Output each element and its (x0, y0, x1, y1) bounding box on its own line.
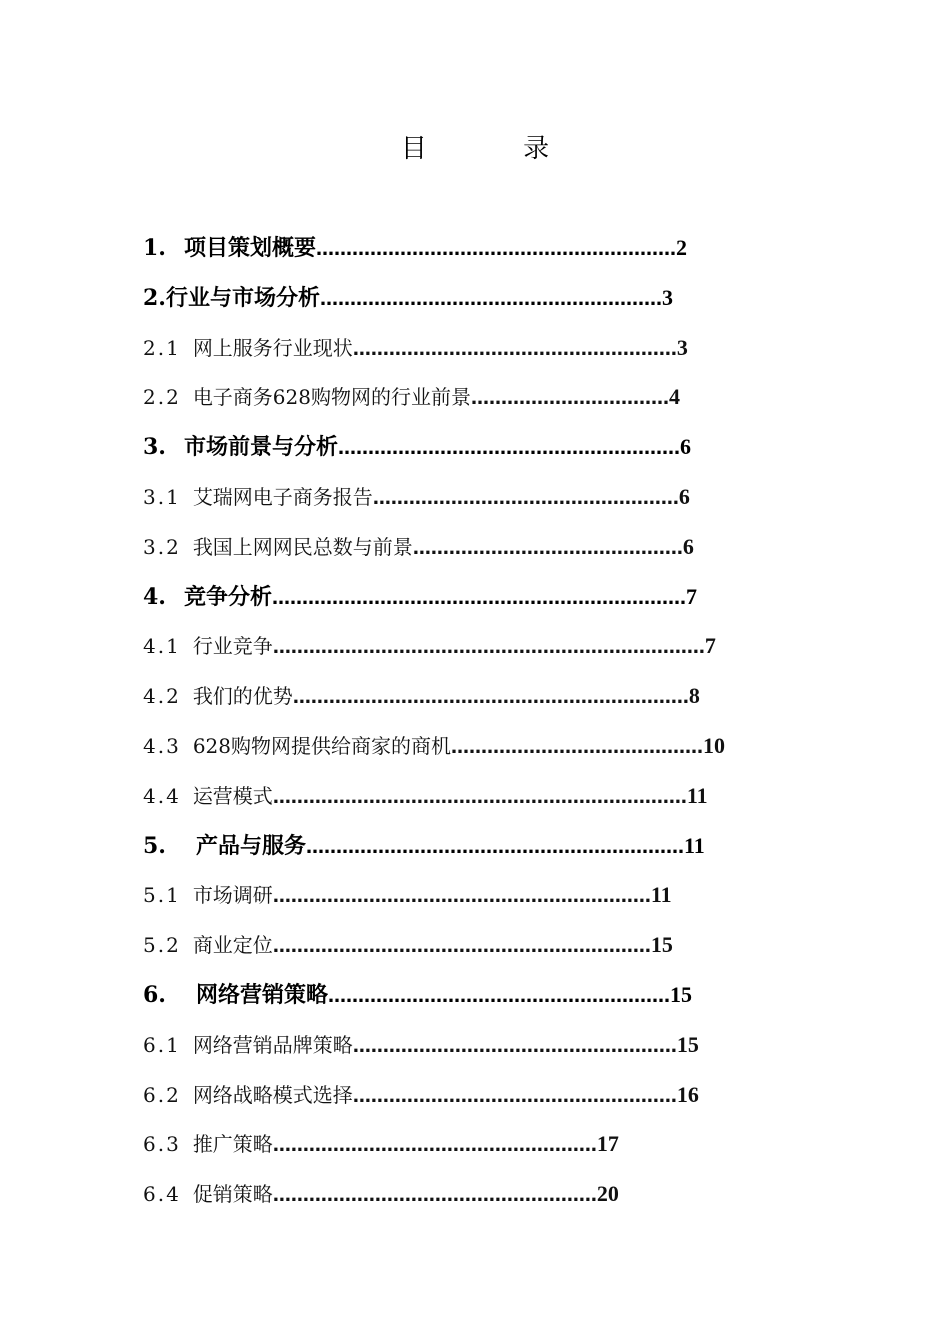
toc-entry-number: 6.1 (143, 1033, 181, 1057)
toc-entry-title: 网上服务行业现状 (192, 336, 353, 360)
toc-entry-title: 推广策略 (192, 1132, 273, 1156)
toc-entry-number: 6.3 (143, 1132, 181, 1156)
toc-leader-dots: ………………………………………………… (327, 986, 670, 1007)
toc-entry-page: 16 (676, 1082, 699, 1107)
toc-entry-number: 4.4 (143, 784, 181, 808)
toc-entry-page: 15 (669, 982, 692, 1007)
toc-entry-number: 5.2 (143, 933, 181, 957)
toc-entry[interactable] (143, 480, 690, 514)
toc-entry-number: 6.4 (143, 1182, 181, 1206)
toc-leader-dots: …………………………… (471, 388, 669, 409)
toc-entry-page: 11 (683, 833, 705, 858)
toc-entry-number: 2. (143, 285, 166, 311)
toc-leader-dots: ……………………………………………………… (272, 936, 651, 957)
toc-entry[interactable] (143, 331, 688, 365)
toc-entry-page: 11 (686, 783, 708, 808)
toc-entry-page: 2 (675, 235, 687, 260)
toc-entry[interactable] (143, 430, 691, 464)
toc-entry-page: 15 (676, 1032, 699, 1057)
toc-entry-number: 6. (143, 982, 166, 1008)
toc-entry[interactable] (143, 1028, 699, 1062)
toc-entry[interactable] (143, 729, 725, 763)
toc-title: 目 录 (400, 134, 594, 164)
toc-entry-page: 10 (703, 733, 725, 758)
toc-entry-page: 6 (682, 534, 694, 559)
toc-entry-page: 15 (650, 932, 673, 957)
toc-entry-title: 运营模式 (192, 784, 273, 808)
toc-entry-title: 行业与市场分析 (165, 286, 320, 311)
toc-leader-dots: ……………………………………………… (272, 1135, 597, 1156)
toc-entry-number: 1. (143, 235, 166, 261)
toc-entry-number: 3. (143, 434, 166, 460)
toc-entry[interactable] (143, 978, 692, 1012)
toc-entry-page: 6 (679, 434, 691, 459)
toc-entry-title: 市场调研 (192, 883, 273, 907)
toc-entry[interactable] (143, 580, 697, 614)
toc-entry-title: 我们的优势 (192, 684, 293, 708)
toc-entry-title: 网络战略模式选择 (192, 1083, 353, 1107)
toc-entry-title: 商业定位 (192, 933, 273, 957)
toc-entry-number: 4.2 (143, 684, 181, 708)
toc-entry-title: 我国上网网民总数与前景 (192, 535, 413, 559)
toc-entry-number: 2.2 (143, 385, 181, 409)
toc-entry-page: 3 (676, 335, 688, 360)
toc-entry[interactable] (143, 530, 694, 564)
toc-entry-number: 4.3 (143, 734, 181, 758)
toc-entry[interactable] (143, 829, 705, 863)
toc-entry-number: 4. (143, 584, 166, 610)
toc-entry-title: 竞争分析 (183, 585, 272, 610)
toc-entry-page: 6 (678, 484, 690, 509)
toc-leader-dots: …………………………………………………………… (272, 787, 687, 808)
toc-leader-dots: ……………………………………………… (272, 1185, 597, 1206)
toc-entry[interactable] (143, 779, 708, 813)
toc-leader-dots: ……………………………………………………… (305, 837, 684, 858)
toc-entry-number: 2.1 (143, 336, 181, 360)
toc-leader-dots: …………………………………………………… (315, 239, 676, 260)
toc-entry-title: 艾瑞网电子商务报告 (192, 485, 373, 509)
toc-entry-title: 网络营销策略 (195, 983, 328, 1008)
toc-entry-page: 8 (688, 683, 700, 708)
toc-entry[interactable] (143, 679, 700, 713)
toc-entry-title: 628购物网提供给商家的商机 (192, 734, 451, 758)
toc-entry[interactable] (143, 231, 687, 265)
toc-entry[interactable] (143, 878, 672, 912)
toc-entry-title: 促销策略 (192, 1182, 273, 1206)
toc-entry-page: 3 (661, 285, 673, 310)
toc-leader-dots: …………………………………………………………… (271, 588, 686, 609)
toc-leader-dots: ………………………………………………………… (292, 687, 689, 708)
toc-entry-title: 网络营销品牌策略 (192, 1033, 353, 1057)
toc-entry-page: 11 (650, 882, 672, 907)
toc-entry[interactable] (143, 1078, 699, 1112)
toc-entry[interactable] (143, 380, 680, 414)
toc-entry-page: 20 (596, 1181, 619, 1206)
toc-entry-title: 项目策划概要 (183, 236, 316, 261)
toc-entry[interactable] (143, 1177, 619, 1211)
toc-entry-number: 6.2 (143, 1083, 181, 1107)
toc-entry[interactable] (143, 1127, 619, 1161)
toc-entry[interactable] (143, 629, 716, 663)
toc-leader-dots: ………………………………………………… (319, 289, 662, 310)
toc-entry-page: 7 (685, 584, 697, 609)
toc-entry-number: 4.1 (143, 634, 181, 658)
toc-entry-title: 产品与服务 (195, 834, 306, 859)
toc-entry-title: 电子商务628购物网的行业前景 (192, 385, 471, 409)
toc-entry[interactable] (143, 928, 673, 962)
toc-entry-page: 7 (704, 633, 716, 658)
toc-entry-page: 17 (596, 1131, 619, 1156)
toc-leader-dots: ……………………………………… (412, 538, 683, 559)
toc-leader-dots: ……………………………………………………………… (272, 637, 705, 658)
toc-entry-number: 3.2 (143, 535, 181, 559)
toc-entry-title: 行业竞争 (192, 634, 273, 658)
toc-entry-number: 5.1 (143, 883, 181, 907)
toc-leader-dots: ……………………………………………… (352, 1086, 677, 1107)
toc-entry-page: 4 (669, 384, 680, 409)
toc-leader-dots: ……………………………………………… (352, 1036, 677, 1057)
toc-entry[interactable] (143, 281, 673, 315)
toc-leader-dots: ……………………………………………… (352, 339, 677, 360)
toc-leader-dots: …………………………………… (451, 737, 703, 758)
toc-leader-dots: ……………………………………………………… (272, 886, 651, 907)
toc-entry-number: 3.1 (143, 485, 181, 509)
toc-leader-dots: ………………………………………………… (337, 438, 680, 459)
toc-entry-number: 5. (143, 833, 166, 859)
toc-leader-dots: …………………………………………… (372, 488, 679, 509)
toc-entry-title: 市场前景与分析 (183, 435, 338, 460)
